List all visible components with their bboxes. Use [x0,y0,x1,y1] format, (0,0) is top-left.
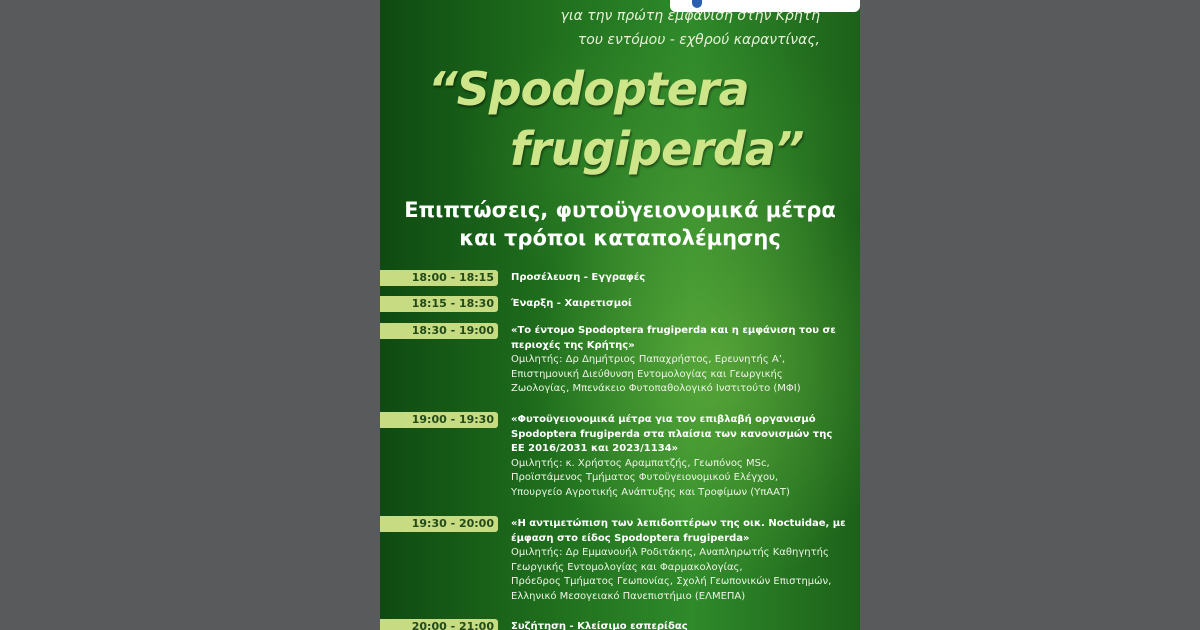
speaker-line: Υπουργείο Αγροτικής Ανάπτυξης και Τροφίμων (ΥπΑΑΤ) [511,486,790,498]
session-title: Προσέλευση - Εγγραφές [511,272,646,283]
speaker-line: Πρόεδρος Τμήματος Γεωπονίας, Σχολή Γεωπονικών Επιστημών, [511,576,832,587]
session-title: «Η αντιμετώπιση των λεπιδοπτέρων της οικ. Noctuidae, με έμφαση στο είδος Spodoptera frugiperda» [511,518,846,544]
event-poster [380,0,860,630]
session-text [511,620,848,630]
session-title: Έναρξη - Χαιρετισμοί [511,298,632,309]
speaker-line: Προϊστάμενος Τμήματος Φυτοϋγειονομικού Ελέγχου, [511,472,779,483]
intro-line-1: για την πρώτη εμφάνιση στην Κρήτη [560,8,820,24]
session-text [511,324,848,397]
time-badge: 19:30 - 20:00 [380,516,498,532]
speaker-line: Επιστημονική Διεύθυνση Εντομολογίας και Γεωργικής [511,368,783,380]
intro-line-2: του εντόμου - εχθρού καραντίνας, [577,32,820,48]
speaker-line: Ομιλητής: Δρ Εμμανουήλ Ροδιτάκης, Αναπληρωτής Καθηγητής [511,547,829,558]
time-badge: 18:15 - 18:30 [380,296,498,312]
speaker-line: Γεωργικής Εντομολογίας και Φαρμακολογίας, [511,561,743,573]
speaker-line: Ομιλητής: κ. Χρήστος Αραμπατζής, Γεωπόνος MSc, [511,457,770,469]
title-line-2: frugiperda” [510,122,804,176]
speaker-line: Ομιλητής: Δρ Δημήτριος Παπαχρήστος, Ερευνητής Α’, [511,354,786,365]
time-badge: 19:00 - 19:30 [380,412,498,428]
session-text [511,517,848,604]
session-title: Συζήτηση - Κλείσιμο εσπερίδας [511,621,688,630]
time-badge: 18:30 - 19:00 [380,323,498,339]
subtitle-line-2: και τρόποι καταπολέμησης [459,226,781,250]
session-text [511,271,848,286]
session-title: «Το έντομο Spodoptera frugiperda και η εμφάνιση του σε περιοχές της Κρήτης» [511,325,836,351]
session-text [511,413,848,500]
time-badge: 20:00 - 21:00 [380,619,498,630]
subtitle-line-1: Επιπτώσεις, φυτοϋγειονομικά μέτρα [404,198,836,222]
session-text [511,297,848,312]
speaker-line: Ελληνικό Μεσογειακό Πανεπιστήμιο (ΕΛΜΕΠΑ) [511,590,746,602]
title-line-1: “Spodoptera [428,62,749,116]
session-title: «Φυτοϋγειονομικά μέτρα για τον επιβλαβή οργανισμό Spodoptera frugiperda στα πλαίσια των κανονισμών της ΕΕ 2016/2031 και 2023/1134» [511,414,833,454]
speaker-line: Ζωολογίας, Μπενάκειο Φυτοπαθολογικό Ινστιτούτο (ΜΦΙ) [511,383,801,394]
time-badge: 18:00 - 18:15 [380,270,498,286]
